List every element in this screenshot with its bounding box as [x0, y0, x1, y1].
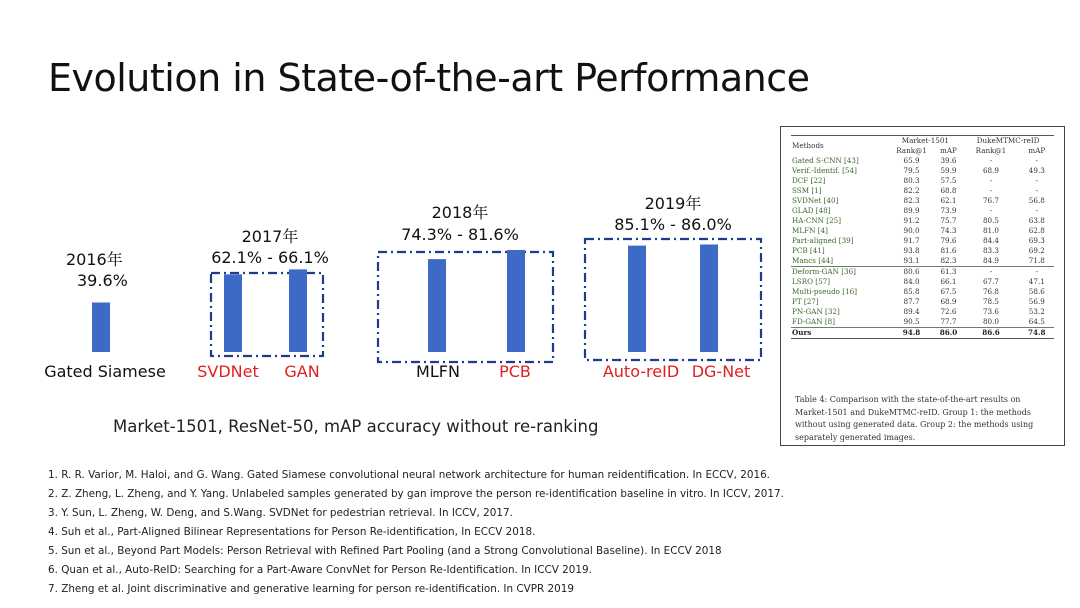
table-value-cell: - — [1035, 176, 1039, 185]
reference-item: 6. Quan et al., Auto-ReID: Searching for a Part-Aware ConvNet for Person Re-Identification. In ICCV 2019. — [48, 564, 592, 576]
group-year-label: 2019年 — [644, 194, 702, 213]
bar-label: Auto-reID — [602, 362, 680, 381]
bar-gan — [289, 269, 307, 352]
table-method-cell: HA-CNN [25] — [792, 216, 842, 225]
table-value-cell: 74.3 — [940, 226, 957, 235]
col-header-map: mAP — [1028, 146, 1046, 155]
table-value-cell: 68.9 — [982, 166, 999, 175]
table-method-cell: Ours — [791, 328, 888, 339]
table-value-cell: 75.7 — [940, 216, 957, 225]
table-value-cell: 84.0 — [903, 277, 920, 286]
table-value-cell: 80.3 — [903, 176, 920, 185]
table-row — [791, 186, 1054, 196]
table-value-cell: 56.9 — [1028, 297, 1045, 306]
table-value-cell: 56.8 — [1028, 196, 1045, 205]
table-value-cell: 82.3 — [903, 196, 920, 205]
table-method-cell: SVDNet [40] — [792, 196, 839, 205]
table-value-cell: - — [989, 176, 993, 185]
bar-label: SVDNet — [197, 362, 259, 381]
table-method-cell: PCB [41] — [792, 246, 825, 255]
table-value-cell: 84.4 — [982, 236, 999, 245]
results-table-figure — [780, 126, 1065, 446]
col-header-rank1: Rank@1 — [975, 146, 1007, 155]
table-value-cell: 81.6 — [940, 246, 957, 255]
table-value-cell: 86.6 — [962, 328, 1019, 339]
bar-label: GAN — [284, 362, 320, 381]
table-value-cell: 85.8 — [903, 287, 920, 296]
reference-item: 5. Sun et al., Beyond Part Models: Person Retrieval with Refined Part Pooling (and a Strong Convolutional Baseline). In ECCV 2018 — [48, 545, 722, 557]
bar-label: PCB — [499, 362, 531, 381]
group-year-label: 2017年 — [241, 227, 299, 246]
reference-list — [48, 466, 784, 599]
table-value-cell: 79.6 — [940, 236, 957, 245]
table-value-cell: 76.8 — [982, 287, 999, 296]
table-row — [791, 206, 1054, 216]
bar-mlfn — [428, 259, 446, 352]
table-row — [791, 246, 1054, 256]
results-table — [791, 135, 1054, 339]
group-highlight-box — [378, 252, 553, 362]
bar-label: DG-Net — [691, 362, 751, 381]
table-value-cell: 69.3 — [1028, 236, 1045, 245]
table-value-cell: 77.7 — [940, 317, 957, 326]
table-value-cell: - — [1020, 267, 1054, 278]
col-header-duke: DukeMTMC-reID — [962, 136, 1054, 147]
table-value-cell: 80.5 — [982, 216, 999, 225]
col-header-rank1: Rank@1 — [896, 146, 927, 155]
table-value-cell: 89.9 — [903, 206, 920, 215]
table-value-cell: - — [1035, 206, 1039, 215]
table-row — [791, 156, 1054, 166]
table-method-cell: PT [27] — [792, 297, 819, 306]
table-row — [791, 317, 1054, 328]
table-value-cell: 81.0 — [982, 226, 999, 235]
bar-dg-net — [700, 245, 718, 353]
table-method-cell: Multi-pseudo [16] — [792, 287, 858, 296]
table-method-cell: Part-aligned [39] — [792, 236, 854, 245]
reference-item: 2. Z. Zheng, L. Zheng, and Y. Yang. Unlabeled samples generated by gan improve the person re-identification baseline in vitro. In ICCV, 2017. — [48, 488, 784, 500]
table-value-cell: 90.0 — [903, 226, 920, 235]
table-value-cell: 84.9 — [982, 256, 999, 265]
table-value-cell: - — [1035, 186, 1039, 195]
table-value-cell: 90.5 — [903, 317, 920, 326]
group-highlight-box — [585, 239, 761, 360]
chart-caption: Market-1501, ResNet-50, mAP accuracy without re-ranking — [113, 417, 599, 436]
table-method-cell: Verif.-Identif. [54] — [792, 166, 857, 175]
table-value-cell: 82.3 — [940, 256, 957, 265]
table-value-cell: 80.0 — [982, 317, 999, 326]
group-range-label: 62.1% - 66.1% — [211, 248, 329, 267]
table-value-cell: 58.6 — [1028, 287, 1045, 296]
table-value-cell: 93.8 — [903, 246, 920, 255]
group-range-label: 74.3% - 81.6% — [401, 225, 519, 244]
table-value-cell: 66.1 — [940, 277, 957, 286]
table-row — [791, 277, 1054, 287]
table-value-cell: 74.8 — [1020, 328, 1054, 339]
table-row — [791, 216, 1054, 226]
table-value-cell: 79.5 — [903, 166, 920, 175]
reference-item: 1. R. R. Varior, M. Haloi, and G. Wang. Gated Siamese convolutional neural network architecture for human reidentification. In ECCV, 2016. — [48, 469, 770, 481]
table-value-cell: 62.1 — [940, 196, 957, 205]
table-value-cell: 65.9 — [903, 156, 920, 165]
group-year-label: 2018年 — [431, 203, 489, 222]
table-value-cell: 39.6 — [940, 156, 957, 165]
table-value-cell: - — [989, 206, 993, 215]
bar-pcb — [507, 250, 525, 352]
table-method-cell: PN-GAN [32] — [792, 307, 840, 316]
table-row — [791, 226, 1054, 236]
bar-label: Gated Siamese — [44, 362, 166, 381]
table-value-cell: 73.6 — [982, 307, 999, 316]
table-value-cell: 53.2 — [1028, 307, 1045, 316]
table-value-cell: 47.1 — [1028, 277, 1045, 286]
table-method-cell: MLFN [4] — [792, 226, 828, 235]
table-method-cell: DCF [22] — [792, 176, 826, 185]
table-caption: Table 4: Comparison with the state-of-the-art results on Market-1501 and DukeMTMC-reID. Group 1: the methods without using generated data. Group 2: the methods using separately generated images. — [795, 395, 1034, 442]
table-row — [791, 307, 1054, 317]
table-row — [791, 287, 1054, 297]
table-method-cell: LSRO [57] — [792, 277, 831, 286]
table-method-cell: GLAD [48] — [792, 206, 831, 215]
table-value-cell: 71.8 — [1028, 256, 1045, 265]
table-value-cell: 59.9 — [940, 166, 957, 175]
bar-chart — [0, 0, 780, 400]
table-value-cell: 63.8 — [1028, 216, 1045, 225]
col-header-market: Market-1501 — [888, 136, 962, 147]
reference-item: 3. Y. Sun, L. Zheng, W. Deng, and S.Wang. SVDNet for pedestrian retrieval. In ICCV, 2017. — [48, 507, 513, 519]
table-value-cell: 68.9 — [940, 297, 957, 306]
table-value-cell: 62.8 — [1028, 226, 1045, 235]
table-method-cell: Gated S-CNN [43] — [792, 156, 859, 165]
table-value-cell: 76.7 — [982, 196, 999, 205]
table-value-cell: 67.7 — [982, 277, 999, 286]
bar-svdnet — [224, 274, 242, 352]
table-row — [791, 297, 1054, 307]
table-value-cell: 72.6 — [940, 307, 957, 316]
table-value-cell: 89.4 — [903, 307, 920, 316]
table-row — [791, 328, 1054, 339]
table-row — [791, 256, 1054, 267]
table-value-cell: 80.6 — [888, 267, 934, 278]
table-value-cell: 49.3 — [1028, 166, 1045, 175]
table-value-cell: 91.7 — [903, 236, 920, 245]
table-method-cell: Mancs [44] — [792, 256, 834, 265]
slide-title: Evolution in State-of-the-art Performance — [48, 56, 810, 100]
group-range-label: 85.1% - 86.0% — [614, 215, 732, 234]
table-value-cell: - — [989, 156, 993, 165]
group-year-label: 2016年 — [66, 250, 123, 269]
table-row — [791, 236, 1054, 246]
table-value-cell: 86.0 — [935, 328, 963, 339]
table-row — [791, 196, 1054, 206]
table-method-cell: FD-GAN [8] — [792, 317, 835, 326]
reference-item: 7. Zheng et al. Joint discriminative and generative learning for person re-identification. In CVPR 2019 — [48, 583, 574, 595]
table-row — [791, 166, 1054, 176]
reference-item: 4. Suh et al., Part-Aligned Bilinear Representations for Person Re-identification, In ECCV 2018. — [48, 526, 536, 538]
table-value-cell: 83.3 — [982, 246, 999, 255]
table-value-cell: 73.9 — [940, 206, 957, 215]
table-value-cell: 87.7 — [903, 297, 920, 306]
bar-auto-reid — [628, 246, 646, 352]
group-range-label: 39.6% — [77, 271, 128, 290]
table-value-cell: 82.2 — [903, 186, 920, 195]
table-value-cell: 91.2 — [903, 216, 920, 225]
col-header-methods: Methods — [791, 136, 888, 157]
col-header-map: mAP — [940, 146, 957, 155]
table-value-cell: 61.3 — [935, 267, 963, 278]
table-value-cell: 57.5 — [940, 176, 957, 185]
table-row — [791, 176, 1054, 186]
table-method-cell: SSM [1] — [792, 186, 822, 195]
table-row — [791, 267, 1054, 278]
table-value-cell: - — [1035, 156, 1039, 165]
table-value-cell: 67.5 — [940, 287, 957, 296]
table-value-cell: 94.8 — [888, 328, 934, 339]
table-value-cell: - — [962, 267, 1019, 278]
table-value-cell: 78.5 — [982, 297, 999, 306]
table-value-cell: 64.5 — [1028, 317, 1045, 326]
table-value-cell: 93.1 — [903, 256, 920, 265]
bar-gated-siamese — [92, 303, 110, 353]
table-method-cell: Deform-GAN [36] — [791, 267, 888, 278]
table-value-cell: - — [989, 186, 993, 195]
table-value-cell: 68.8 — [940, 186, 957, 195]
bar-label: MLFN — [416, 362, 460, 381]
table-value-cell: 69.2 — [1028, 246, 1045, 255]
